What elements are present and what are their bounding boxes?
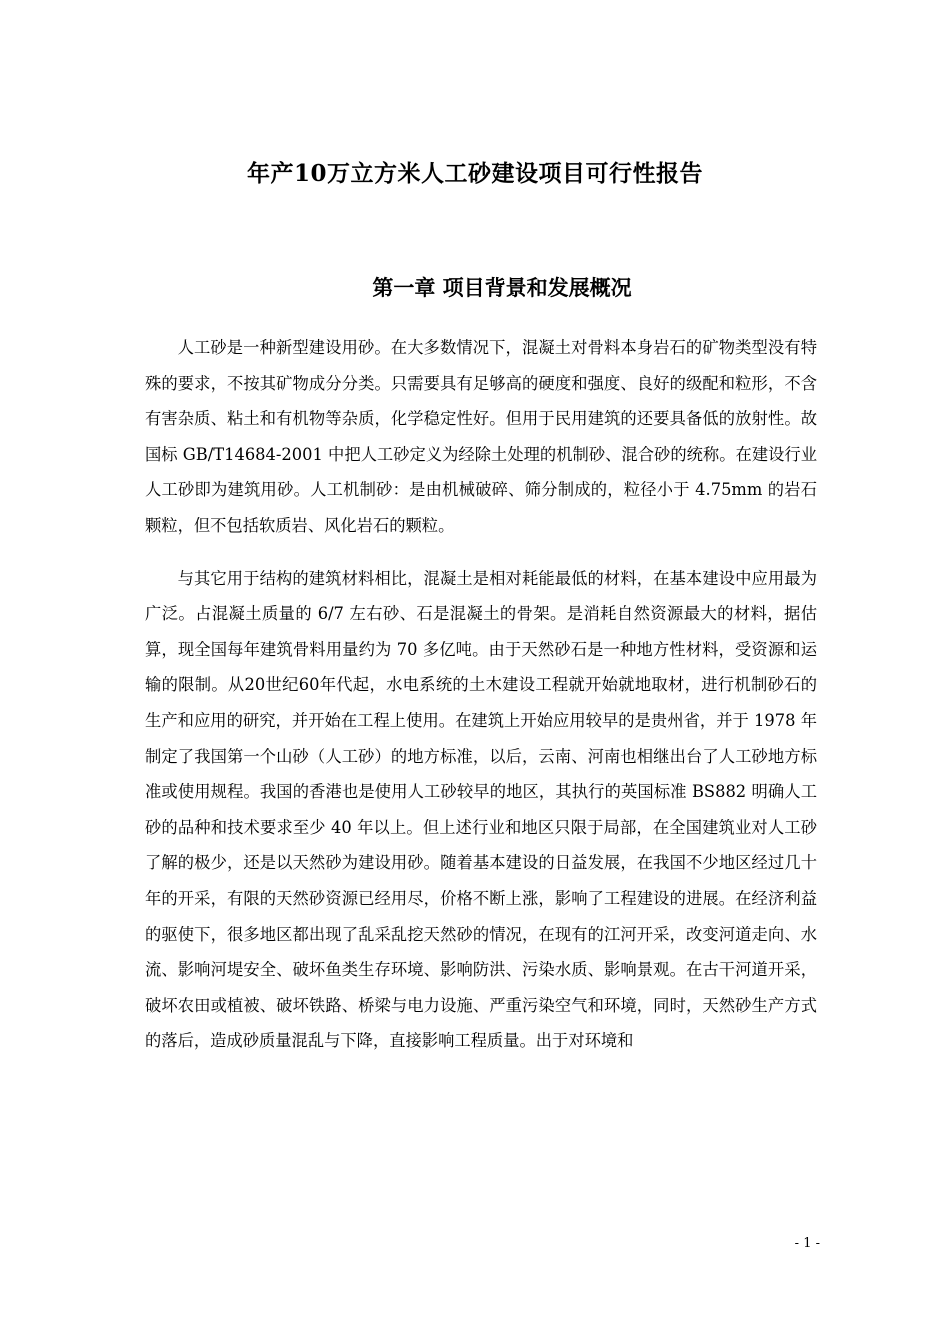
document-title: 年产10万立方米人工砂建设项目可行性报告: [246, 160, 703, 187]
body-text: [145, 330, 817, 1059]
paragraph-2: 与其它用于结构的建筑材料相比，混凝土是相对耗能最低的材料，在基本建设中应用最为广泛。占混凝土质量的 6/7 左右砂、石是混凝土的骨架。是消耗自然资源最大的材料，据估算，现全国每年建筑骨料用量约为 70 多亿吨。由于天然砂石是一种地方性材料，受资源和运输的限制。从20世纪60年代起，水电系统的土木建设工程就开始就地取材，进行机制砂石的生产和应用的研究，并开始在工程上使用。在建筑上开始应用较早的是贵州省，并于 1978 年制定了我国第一个山砂（人工砂）的地方标准，以后，云南、河南也相继出台了人工砂地方标准或使用规程。我国的香港也是使用人工砂较早的地区，其执行的英国标准 BS882 明确人工砂的品种和技术要求至少 40 年以上。但上述行业和地区只限于局部，在全国建筑业对人工砂了解的极少，还是以天然砂为建设用砂。随着基本建设的日益发展，在我国不少地区经过几十年的开采，有限的天然砂资源已经用尽，价格不断上涨，影响了工程建设的进展。在经济利益的驱使下，很多地区都出现了乱采乱挖天然砂的情况，在现有的江河开采，改变河道走向、水流、影响河堤安全、破坏鱼类生存环境、影响防洪、污染水质、影响景观。在古干河道开采，破坏农田或植被、破坏铁路、桥梁与电力设施、严重污染空气和环境，同时，天然砂生产方式的落后，造成砂质量混乱与下降，直接影响工程质量。出于对环境和: [145, 568, 817, 1051]
page-number: - 1 -: [794, 1236, 820, 1251]
paragraph-1: 人工砂是一种新型建设用砂。在大多数情况下，混凝土对骨料本身岩石的矿物类型没有特殊的要求，不按其矿物成分分类。只需要具有足够高的硬度和强度、良好的级配和粒形，不含有害杂质、粘土和有机物等杂质，化学稳定性好。但用于民用建筑的还要具备低的放射性。故国标 GB/T14684-2001 中把人工砂定义为经除土处理的机制砂、混合砂的统称。在建设行业人工砂即为建筑用砂。人工机制砂：是由机械破碎、筛分制成的，粒径小于 4.75mm 的岩石颗粒，但不包括软质岩、风化岩石的颗粒。: [145, 338, 817, 535]
chapter-heading: 第一章 项目背景和发展概况: [372, 275, 632, 300]
